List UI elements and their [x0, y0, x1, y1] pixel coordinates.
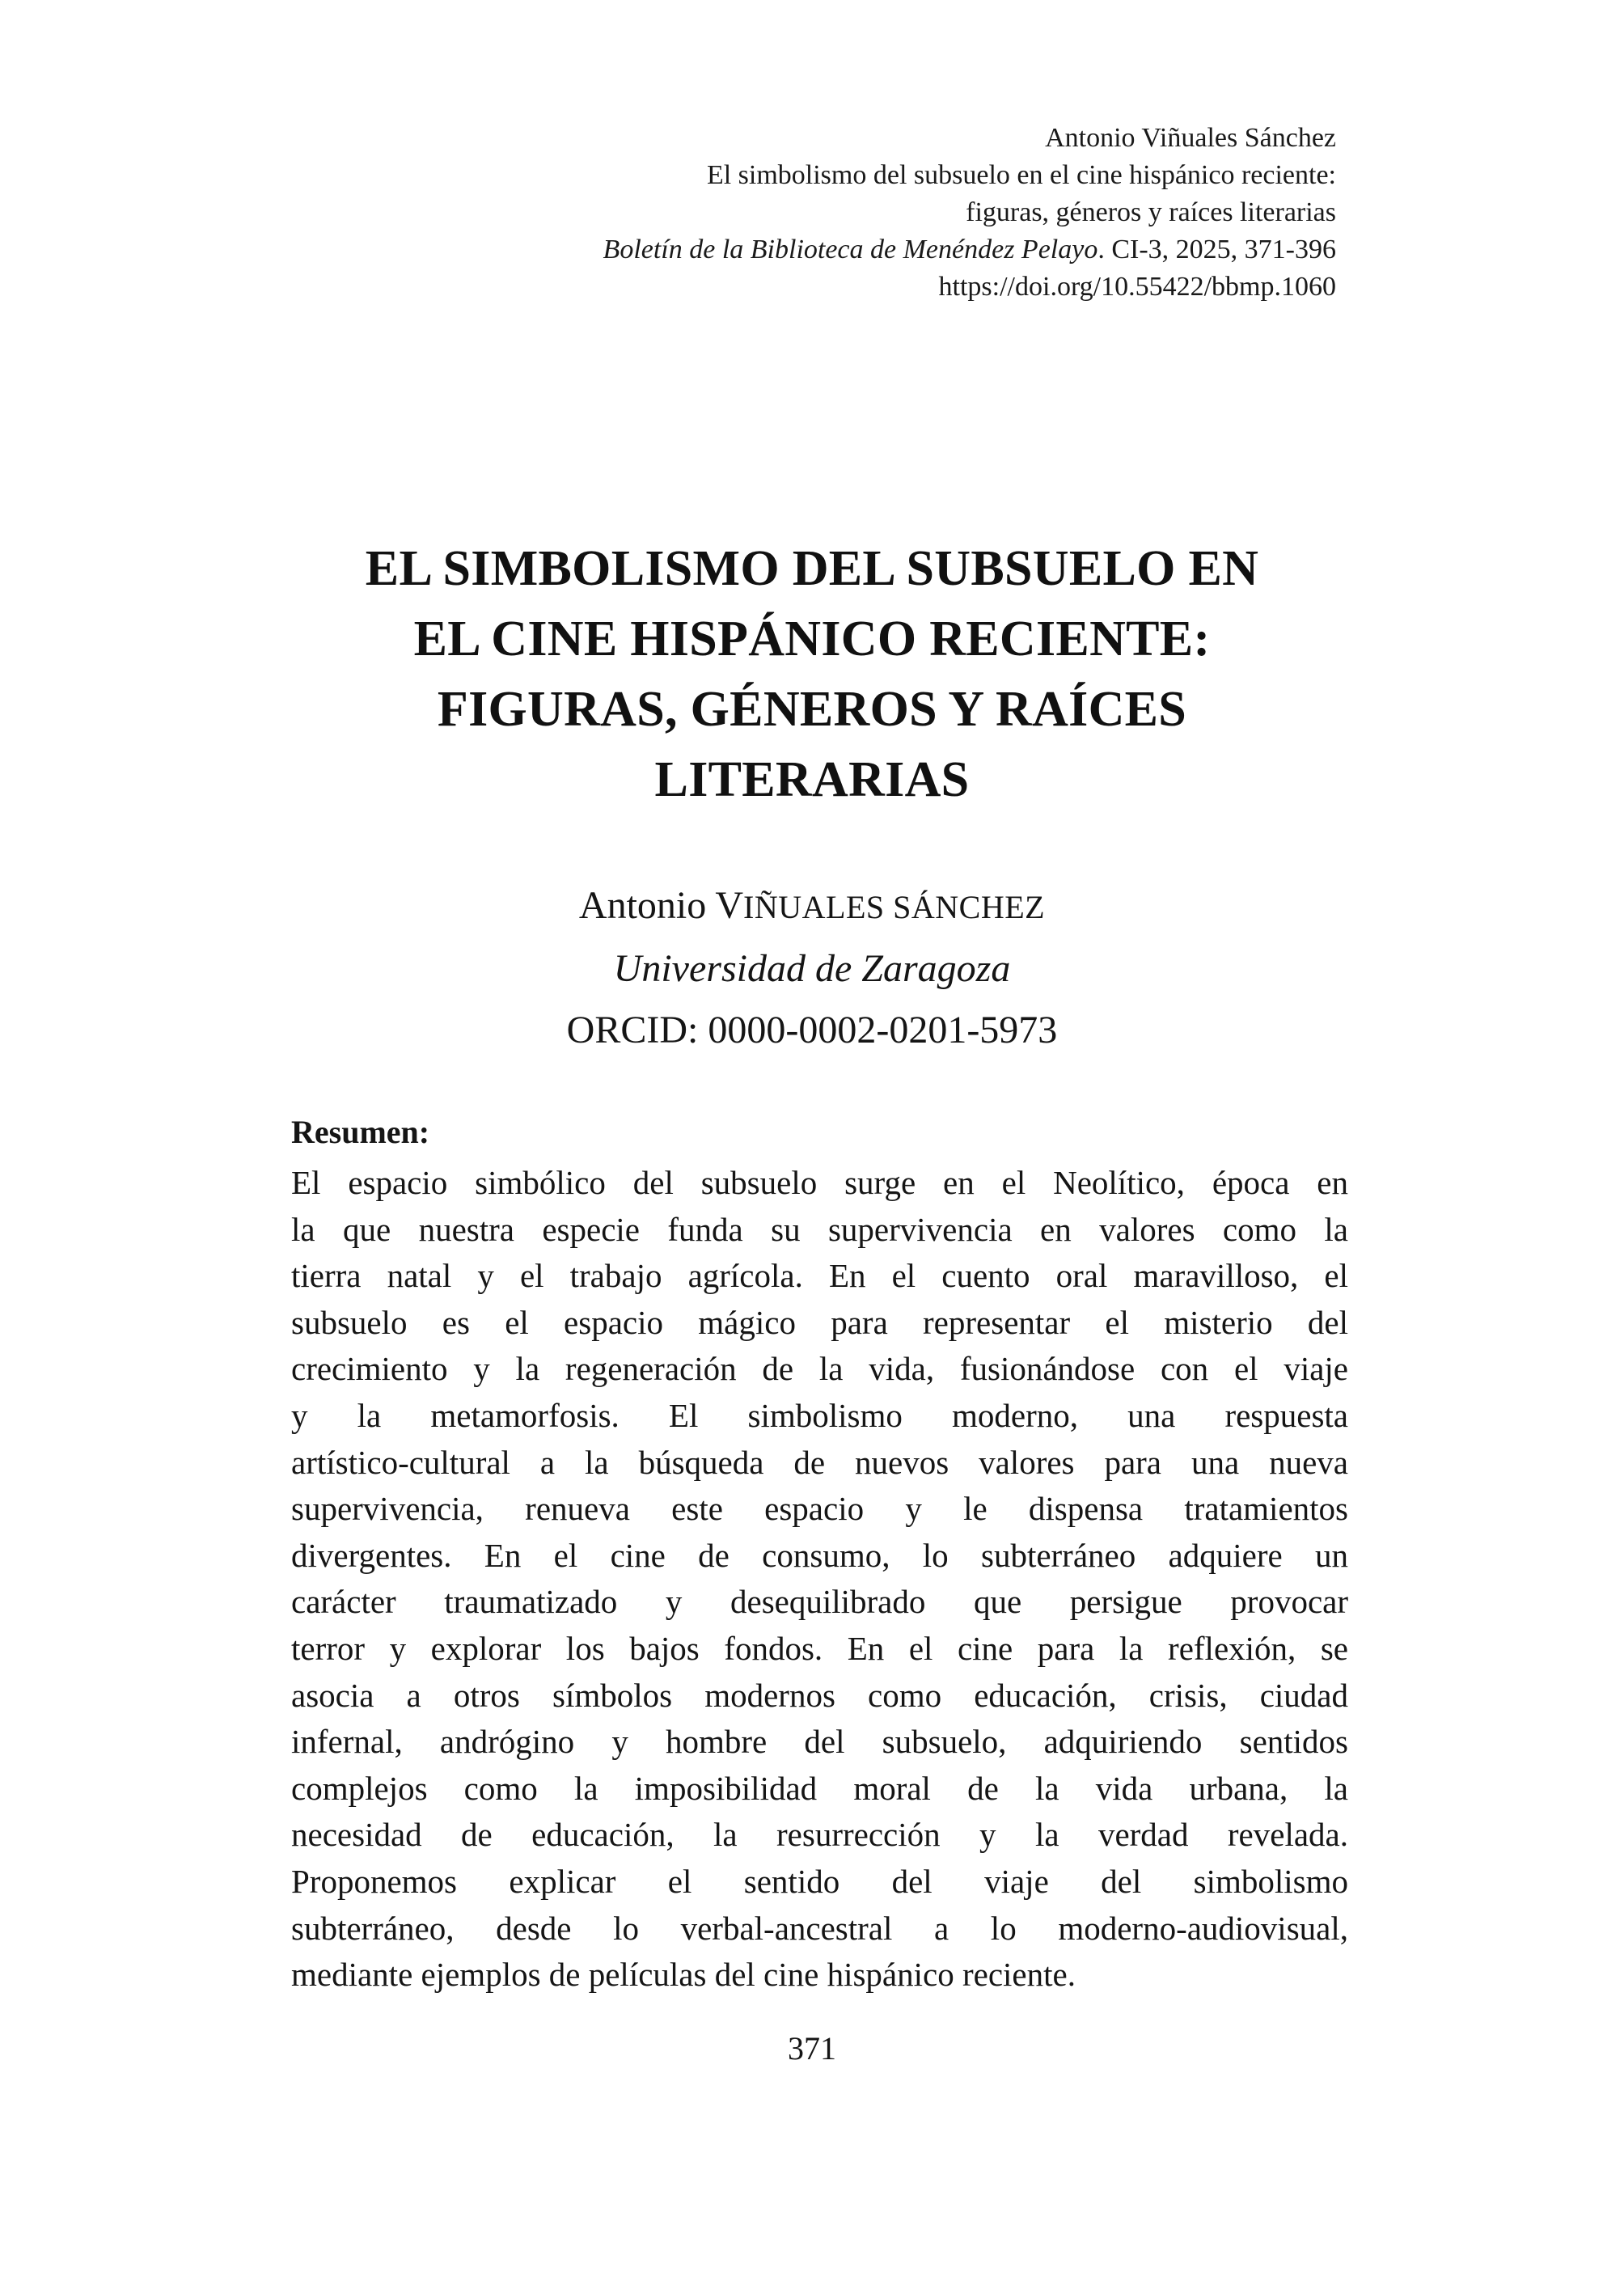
abstract-line: mediante ejemplos de películas del cine hispánico reciente.	[291, 1956, 1076, 1994]
abstract-text	[291, 1160, 1348, 1999]
title-line: EL CINE HISPÁNICO RECIENTE:	[413, 611, 1211, 666]
abstract-line: la que nuestra especie funda su supervivencia en valores como la	[291, 1210, 1348, 1248]
abstract-line: supervivencia, renueva este espacio y le dispensa tratamientos	[291, 1490, 1348, 1528]
author-surname-initial: V	[715, 884, 744, 927]
author-affiliation: Universidad de Zaragoza	[613, 947, 1011, 990]
header-journal-name: Boletín de la Biblioteca de Menéndez Pelayo	[603, 235, 1098, 264]
title-line: FIGURAS, GÉNEROS Y RAÍCES	[437, 682, 1187, 737]
author-block	[267, 875, 1357, 1061]
title-line: LITERARIAS	[654, 752, 970, 807]
abstract-line: complejos como la imposibilidad moral de la vida urbana, la	[291, 1769, 1348, 1807]
abstract-line: tierra natal y el trabajo agrícola. En el cuento oral maravilloso, el	[291, 1257, 1348, 1295]
abstract-line: y la metamorfosis. El simbolismo moderno, una respuesta	[291, 1396, 1348, 1434]
header-title-line-1: El simbolismo del subsuelo en el cine hispánico reciente:	[706, 160, 1336, 190]
header-doi-link[interactable]: https://doi.org/10.55422/bbmp.1060	[938, 272, 1336, 302]
abstract-line: Proponemos explicar el sentido del viaje del simbolismo	[291, 1862, 1348, 1900]
author-orcid: ORCID: 0000-0002-0201-5973	[566, 1009, 1058, 1051]
header-citation	[446, 231, 1336, 269]
abstract-section	[291, 1110, 1348, 1999]
author-name	[267, 875, 1357, 938]
abstract-line: necesidad de educación, la resurrección y la verdad revelada.	[291, 1816, 1348, 1854]
author-surname-rest: IÑUALES SÁNCHEZ	[743, 889, 1046, 925]
abstract-line: subsuelo es el espacio mágico para representar el misterio del	[291, 1303, 1348, 1341]
abstract-line: subterráneo, desde lo verbal-ancestral a lo moderno-audiovisual,	[291, 1909, 1348, 1947]
abstract-line: carácter traumatizado y desequilibrado que persigue provocar	[291, 1583, 1348, 1621]
abstract-line: artístico-cultural a la búsqueda de nuevos valores para una nueva	[291, 1443, 1348, 1481]
abstract-line: infernal, andrógino y hombre del subsuelo, adquiriendo sentidos	[291, 1723, 1348, 1761]
author-first-name: Antonio	[578, 884, 716, 927]
header-title-line-2: figuras, géneros y raíces literarias	[966, 197, 1336, 227]
abstract-line: El espacio simbólico del subsuelo surge en el Neolítico, época en	[291, 1164, 1348, 1201]
running-header	[446, 120, 1336, 306]
abstract-line: divergentes. En el cine de consumo, lo subterráneo adquiere un	[291, 1536, 1348, 1574]
abstract-label: Resumen:	[291, 1114, 430, 1150]
article-title	[267, 534, 1357, 815]
abstract-line: crecimiento y la regeneración de la vida, fusionándose con el viaje	[291, 1350, 1348, 1388]
title-line: EL SIMBOLISMO DEL SUBSUELO EN	[365, 541, 1259, 596]
page-number: 371	[788, 2030, 836, 2067]
abstract-line: terror y explorar los bajos fondos. En el cine para la reflexión, se	[291, 1629, 1348, 1667]
header-journal-details: . CI-3, 2025, 371-396	[1097, 235, 1336, 264]
header-author: Antonio Viñuales Sánchez	[1045, 123, 1336, 153]
abstract-line: asocia a otros símbolos modernos como educación, crisis, ciudad	[291, 1676, 1348, 1714]
